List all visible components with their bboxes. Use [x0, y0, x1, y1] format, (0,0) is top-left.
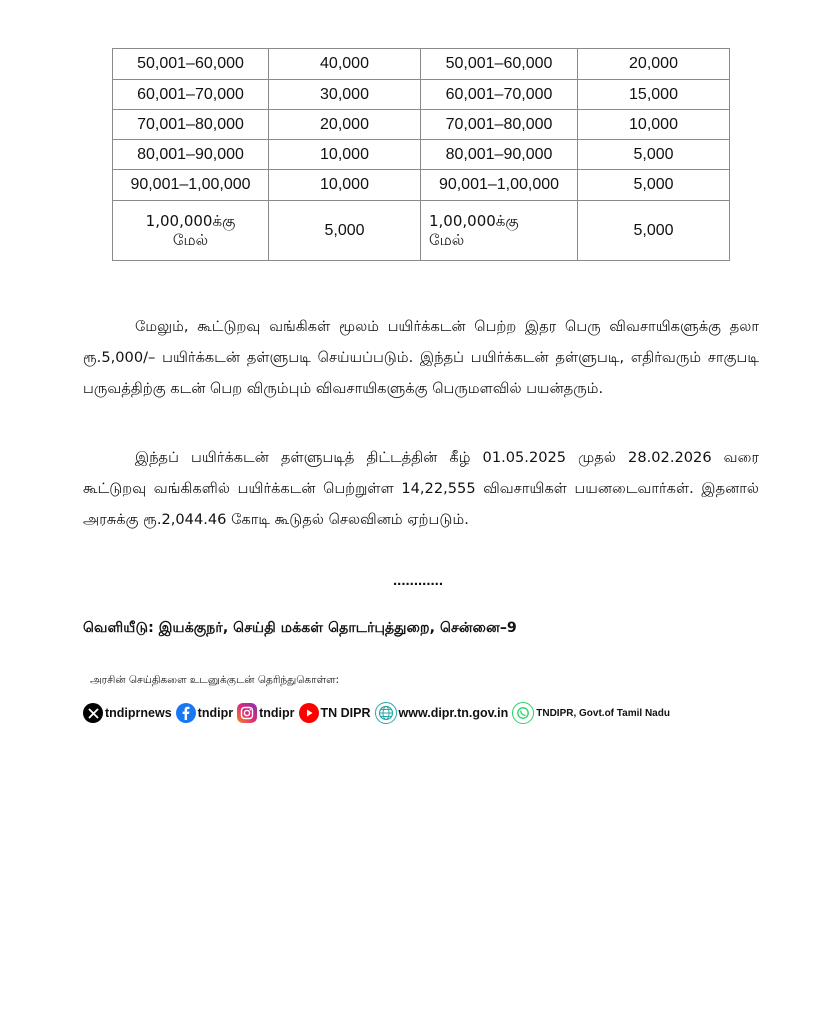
table-cell: 70,001–80,000	[113, 110, 269, 140]
separator-dots: ............	[393, 572, 444, 589]
globe-icon	[375, 702, 397, 724]
social-x-label: tndiprnews	[105, 706, 172, 720]
table-cell: 10,000	[269, 170, 421, 201]
follow-text: அரசின் செய்திகளை உடனுக்குடன் தெரிந்துகொள்ள:	[90, 674, 340, 686]
social-facebook-label: tndipr	[197, 706, 234, 720]
table-row	[113, 140, 730, 170]
table-row	[113, 49, 730, 80]
cell-line: மேல்	[429, 230, 465, 249]
table-cell: 5,000	[578, 201, 730, 261]
x-icon	[83, 703, 103, 723]
social-x-link[interactable]	[83, 703, 172, 723]
table-row	[113, 201, 730, 261]
whatsapp-icon	[512, 702, 534, 724]
social-website-label: www.dipr.tn.gov.in	[398, 706, 509, 720]
table-cell: 80,001–90,000	[113, 140, 269, 170]
social-whatsapp-label: TNDIPR, Govt.of Tamil Nadu	[536, 707, 670, 719]
table-cell: 90,001–1,00,000	[113, 170, 269, 201]
social-instagram-label: tndipr	[259, 706, 295, 720]
table-cell: 20,000	[269, 110, 421, 140]
table-cell: 5,000	[578, 140, 730, 170]
table-cell: 80,001–90,000	[421, 140, 578, 170]
relief-table-container	[112, 48, 730, 261]
social-youtube-link[interactable]	[299, 703, 371, 723]
table-cell: 5,000	[578, 170, 730, 201]
instagram-icon	[237, 703, 257, 723]
table-row	[113, 170, 730, 201]
table-row	[113, 110, 730, 140]
cell-line: 1,00,000க்கு	[429, 211, 519, 230]
table-cell: 20,000	[578, 49, 730, 80]
table-cell	[113, 201, 269, 261]
social-website-link[interactable]	[375, 702, 509, 724]
youtube-icon	[299, 703, 319, 723]
paragraph-waiver-large-farmers: மேலும், கூட்டுறவு வங்கிகள் மூலம் பயிர்க்கடன் பெற்ற இதர பெரு விவசாயிகளுக்கு தலா ரூ.5,000/– பயிர்க்கடன் தள்ளுபடி செய்யப்படும். இந்தப் பயிர்க்கடன் தள்ளுபடி, எதிர்வரும் சாகுபடி பருவத்திற்கு கடன் பெற விரும்பும் விவசாயிகளுக்கு பெருமளவில் பயன்தரும்.	[83, 318, 759, 397]
social-links-bar	[83, 702, 674, 724]
social-whatsapp-link[interactable]	[512, 702, 670, 724]
table-cell: 70,001–80,000	[421, 110, 578, 140]
facebook-icon	[176, 703, 196, 723]
social-youtube-label: TN DIPR	[320, 706, 371, 720]
table-cell: 30,000	[269, 80, 421, 110]
cell-line: 1,00,000க்கு	[145, 211, 236, 230]
table-cell: 50,001–60,000	[421, 49, 578, 80]
table-cell: 10,000	[578, 110, 730, 140]
table-cell: 15,000	[578, 80, 730, 110]
relief-table	[112, 48, 730, 261]
table-cell: 10,000	[269, 140, 421, 170]
table-cell: 60,001–70,000	[113, 80, 269, 110]
table-cell: 5,000	[269, 201, 421, 261]
table-cell: 90,001–1,00,000	[421, 170, 578, 201]
paragraph-beneficiaries: இந்தப் பயிர்க்கடன் தள்ளுபடித் திட்டத்தின் கீழ் 01.05.2025 முதல் 28.02.2026 வரை கூட்டுறவு வங்கிகளில் பயிர்க்கடன் பெற்றுள்ள 14,22,555 விவசாயிகள் பயனடைவார்கள். இதனால் அரசுக்கு ரூ.2,044.46 கோடி கூடுதல் செலவினம் ஏற்படும்.	[83, 449, 759, 528]
social-facebook-link[interactable]	[176, 703, 233, 723]
table-cell: 60,001–70,000	[421, 80, 578, 110]
social-instagram-link[interactable]	[237, 703, 294, 723]
table-row	[113, 80, 730, 110]
release-line: வெளியீடு: இயக்குநர், செய்தி மக்கள் தொடர்புத்துறை, சென்னை–9	[83, 620, 517, 636]
table-cell: 50,001–60,000	[113, 49, 269, 80]
cell-line: மேல்	[172, 230, 209, 249]
table-cell	[421, 201, 578, 261]
table-cell: 40,000	[269, 49, 421, 80]
